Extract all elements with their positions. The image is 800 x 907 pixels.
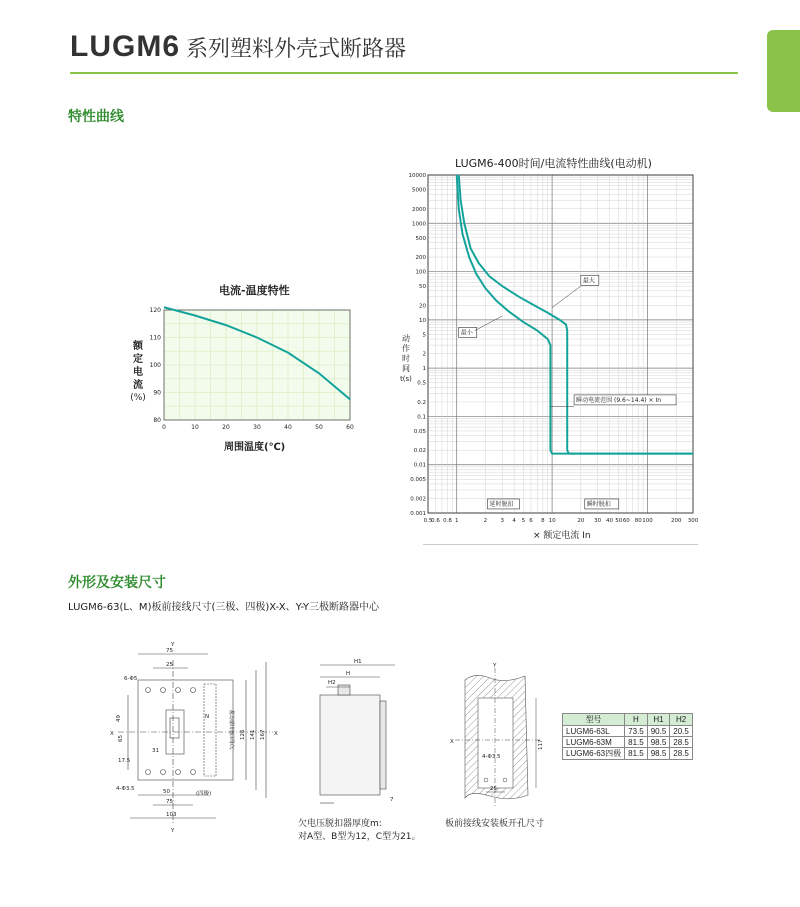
x-tick-label: 60	[622, 518, 630, 524]
x-tick-label: 10	[191, 424, 199, 431]
y-tick-label: 200	[415, 255, 426, 262]
x-tick-label: 0.6	[431, 518, 440, 524]
y-tick-label: 90	[153, 389, 161, 397]
section-title-curves: 特性曲线	[68, 109, 124, 125]
side-caption	[298, 818, 421, 844]
x-tick-label: 100	[642, 518, 653, 524]
axis-label-x: X	[450, 739, 454, 745]
header-model: 型号	[563, 714, 625, 726]
x-tick-label: 0.8	[443, 518, 452, 524]
axis-label-y: Y	[493, 663, 497, 669]
table-row	[563, 726, 693, 737]
cell-h1: 90.5	[647, 726, 670, 737]
ylabel-char: 间	[402, 364, 410, 373]
y-tick-label: 2	[422, 351, 426, 358]
x-tick-label: 1	[454, 518, 459, 524]
ylabel-char: 电	[133, 367, 143, 378]
front-view-drawing	[108, 640, 283, 840]
dim-31: 31	[152, 748, 159, 754]
ylabel-char: t(s)	[400, 375, 412, 383]
ylabel-char: (%)	[130, 393, 146, 403]
cell-model: LUGM6-63M	[563, 737, 625, 748]
x-tick-label: 50	[615, 518, 623, 524]
x-tick-label: 300	[687, 518, 699, 524]
x-tick-label: 40	[606, 518, 614, 524]
cell-h2: 28.5	[670, 737, 693, 748]
title-divider	[70, 72, 738, 74]
cell-h1: 98.5	[647, 737, 670, 748]
y-tick-label: 110	[150, 334, 161, 342]
cell-h: 81.5	[625, 737, 648, 748]
cell-model: LUGM6-63L	[563, 726, 625, 737]
y-tick-label: 0.001	[410, 511, 426, 517]
dim-141: 141	[250, 729, 256, 740]
plot-area	[428, 175, 693, 513]
x-tick-label: 30	[253, 424, 261, 431]
x-tick-label: 10	[548, 518, 556, 524]
label-instant: 瞬时脱扣	[586, 500, 611, 508]
table-header-row	[563, 714, 693, 726]
y-tick-label: 1000	[412, 221, 426, 228]
label-four-pole: (四极)	[196, 791, 212, 797]
dim-126: 126	[240, 729, 246, 740]
table-row	[563, 748, 693, 760]
side-caption-line-2: 对A型、B型为12，C型为21。	[298, 832, 421, 842]
x-tick-label: 6	[529, 518, 533, 524]
breaker-outline	[138, 680, 233, 780]
label-min: 最小	[460, 329, 473, 337]
dim-117: 117	[538, 739, 544, 750]
x-tick-label: 80	[634, 518, 642, 524]
axis-label-x-right: X	[274, 731, 278, 737]
table-row	[563, 737, 693, 748]
label-n: N	[205, 714, 210, 720]
y-tick-label: 500	[415, 235, 426, 242]
series-subtitle: 系列塑料外壳式断路器	[186, 37, 407, 62]
y-tick-label: 120	[150, 307, 161, 314]
cell-h2: 28.5	[670, 748, 693, 760]
y-tick-label: 0.01	[413, 462, 426, 469]
y-tick-label: 20	[419, 303, 426, 310]
fourth-pole-outline	[204, 684, 216, 776]
y-tick-label: 0.5	[417, 380, 426, 387]
axis-label-x-left: X	[110, 731, 114, 737]
dim-h: H	[346, 671, 351, 677]
x-tick-label: 8	[541, 518, 545, 524]
brand-name: LUGM6	[70, 30, 180, 63]
panel-caption: 板前接线安装板开孔尺寸	[445, 819, 545, 829]
y-tick-label: 2000	[412, 206, 426, 213]
section-title-dimensions: 外形及安装尺寸	[68, 575, 166, 591]
ylabel-char: 流	[133, 380, 143, 391]
cell-h: 73.5	[625, 726, 648, 737]
y-tick-label: 0.002	[410, 496, 426, 503]
y-tick-label: 100	[150, 362, 161, 369]
axis-label-y: Y	[171, 642, 175, 648]
cell-h1: 98.5	[647, 748, 670, 760]
ylabel-char: 定	[133, 354, 143, 365]
axis-label-y-bottom: Y	[171, 828, 175, 834]
header-h: H	[625, 714, 648, 726]
dim-75-bottom: 75	[166, 799, 173, 805]
x-tick-label: 0.5	[423, 518, 433, 524]
tc-chart-xlabel: × 额定电流 In	[533, 531, 591, 541]
panel-cutout-drawing	[450, 660, 560, 810]
label-instant-range: 瞬动电流范围 (9.6~14.4) × In	[576, 396, 662, 404]
x-tick-label: 200	[670, 518, 682, 524]
dim-65: 65	[118, 735, 124, 742]
x-tick-label: 4	[512, 518, 516, 524]
temp-chart	[150, 300, 360, 440]
y-tick-label: 0.2	[417, 399, 426, 406]
temp-chart-title: 电流-温度特性	[219, 284, 290, 297]
dim-25: 25	[490, 786, 497, 792]
y-tick-label: 0.02	[413, 448, 426, 455]
x-tick-label: 5	[521, 518, 526, 524]
y-tick-label: 5000	[412, 187, 426, 194]
x-tick-label: 2	[483, 518, 488, 524]
ylabel-char: 时	[402, 354, 410, 363]
ylabel-char: 作	[402, 344, 410, 353]
dim-4-holes: 4-Φ3.5	[482, 754, 501, 760]
dim-17-5: 17.5	[118, 758, 131, 764]
x-tick-label: 50	[315, 424, 323, 431]
label-delay: 延时脱扣	[489, 500, 514, 508]
y-tick-label: 50	[419, 284, 426, 291]
ylabel-char: 动	[402, 334, 410, 343]
dim-103: 103	[166, 812, 177, 818]
dim-25: 25	[166, 662, 173, 668]
y-tick-label: 1	[422, 366, 426, 373]
x-tick-label: 20	[577, 518, 585, 524]
tc-chart	[388, 165, 718, 545]
dim-7: 7	[390, 797, 394, 803]
dim-6-holes: 6-Φ5	[124, 676, 138, 682]
y-tick-label: 10	[419, 317, 426, 324]
header-h1: H1	[647, 714, 670, 726]
temp-chart-xlabel: 周围温度(℃)	[224, 442, 286, 453]
dim-h2: H2	[328, 680, 336, 686]
dim-50: 50	[163, 789, 170, 795]
y-tick-label: 0.05	[413, 428, 426, 435]
page-title	[70, 30, 406, 64]
side-tab-marker	[767, 30, 800, 112]
ylabel-char: 额	[133, 341, 143, 352]
cell-model: LUGM6-63四极	[563, 748, 625, 760]
y-tick-label: 10000	[408, 173, 426, 179]
label-max: 最大	[582, 277, 595, 285]
x-tick-label: 40	[284, 424, 292, 431]
y-tick-label: 80	[153, 417, 161, 424]
dim-4-holes: 4-Φ3.5	[116, 786, 135, 792]
undervoltage-position-text: 欠电压脱扣器位置	[230, 709, 236, 750]
dim-49: 49	[116, 715, 122, 722]
x-tick-label: 0	[162, 424, 166, 431]
x-tick-label: 20	[222, 424, 230, 431]
y-tick-label: 100	[415, 269, 426, 276]
temp-chart-ylabel	[128, 340, 148, 405]
y-tick-label: 0.1	[417, 414, 426, 421]
handle	[170, 718, 179, 738]
y-tick-label: 5	[422, 332, 426, 339]
side-caption-line-1: 欠电压脱扣器厚度m:	[298, 819, 382, 829]
x-tick-label: 3	[500, 518, 504, 524]
cell-h: 81.5	[625, 748, 648, 760]
header-h2: H2	[670, 714, 693, 726]
dim-h1: H1	[354, 659, 362, 665]
y-tick-label: 0.005	[410, 477, 426, 484]
dim-167: 167	[260, 729, 266, 740]
cell-h2: 20.5	[670, 726, 693, 737]
side-view-drawing	[310, 655, 405, 810]
dim-75: 75	[166, 648, 173, 654]
x-tick-label: 30	[594, 518, 602, 524]
dimensions-subtitle: LUGM6-63(L、M)板前接线尺寸(三极、四极)X-X、Y-Y三极断路器中心	[68, 602, 380, 613]
spec-table	[562, 713, 693, 760]
x-tick-label: 60	[346, 424, 354, 431]
tc-chart-title: LUGM6-400时间/电流特性曲线(电动机)	[455, 157, 652, 170]
